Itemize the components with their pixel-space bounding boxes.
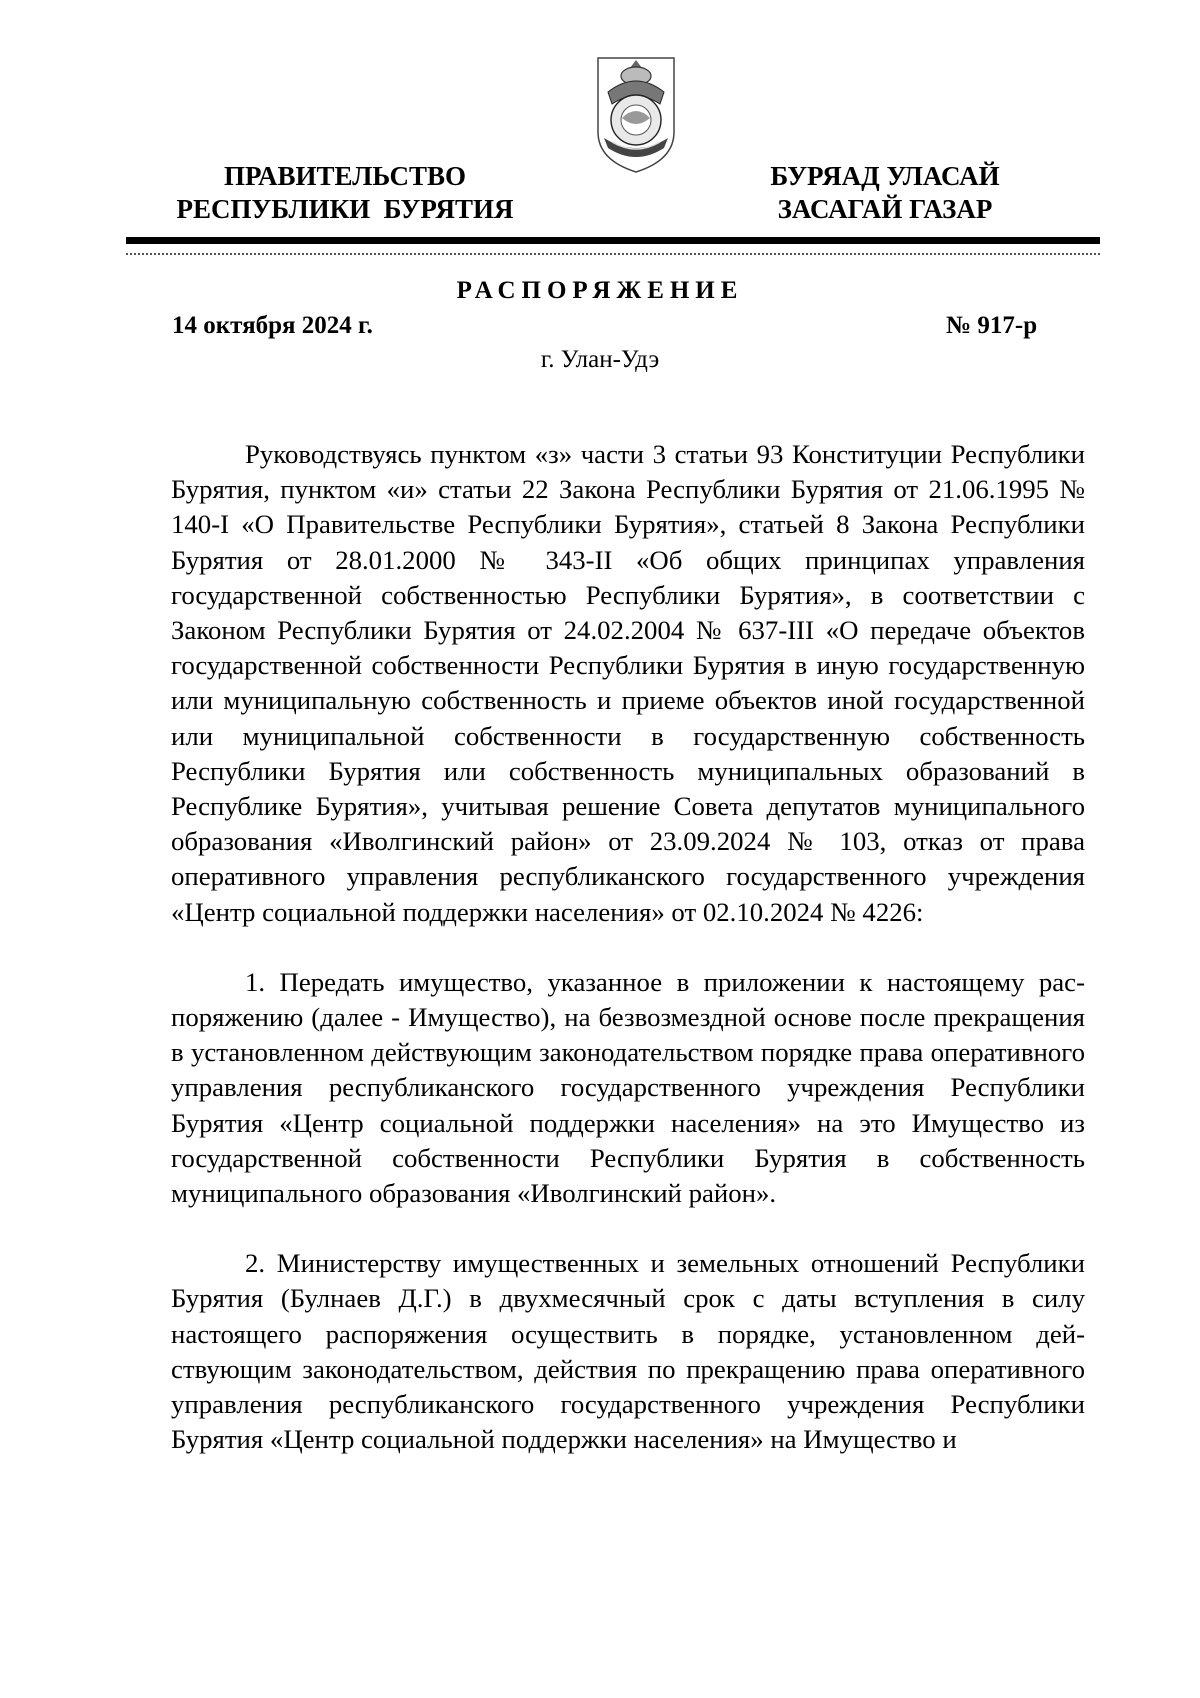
document-body <box>171 437 1085 1457</box>
preamble-paragraph: Руководствуясь пунктом «з» части 3 статьи 93 Конституции Республики Бурятия, пунктом «и» статьи 22 Закона Республики Бурятия от 21.06.1995 № 140-I «О Правительстве Республики Бурятия», статьей 8 Закона Республики Бурятия от 28.01.2000 № 343-II «Об общих принципах управления государственной собственностью Республики Бурятия», в соответствии с Законом Республики Бурятия от 24.02.2004 № 637-III «О передаче объектов государственной собственности Республики Бурятия в иную государственную или муниципальную собственность и приеме объектов иной государственной или муниципальной собственности в государственную собственность Республики Бурятия или собственность муниципальных образований в Республике Бурятия», учитывая решение Совета депутатов муниципального образования «Иволгинский район» от 23.09.2024 № 103, отказ от права оперативного управления республиканского государственного учреждения «Центр социальной поддержки населения» от 02.10.2024 № 4226: <box>171 439 1085 927</box>
document-type-title: РАСПОРЯЖЕНИЕ <box>456 277 744 304</box>
org-name-russian-line1: ПРАВИТЕЛЬСТВО <box>223 161 467 191</box>
header-divider-thin <box>126 253 1100 255</box>
org-name-buryat-line2: ЗАСАГАЙ ГАЗАР <box>777 194 993 224</box>
org-name-russian <box>150 160 540 226</box>
document-date: 14 октября 2024 г. <box>172 312 373 339</box>
org-name-buryat-line1: БУРЯАД УЛАСАЙ <box>770 161 1000 191</box>
coat-of-arms-icon <box>592 54 680 174</box>
clause-2-paragraph: 2. Министерству имущественных и земельных отношений Республики Бурятия (Булнаев Д.Г.) в двухмесячный срок с даты вступления в силу настоящего распоряжения осуществить в порядке, установленном действующим законодательством, действия по прекращению права оперативного управления республиканского государственного учреждения Республики Бурятия «Центр социальной поддержки населения» на Имущество и <box>171 1248 1085 1455</box>
header-divider-thick <box>126 237 1100 244</box>
clause-1-paragraph: 1. Передать имущество, указанное в приложении к настоящему распоряжению (далее - Имущество), на безвозмездной основе после прекращения в установленном действующим законодательством порядке права оперативного управления республиканского государственного учреждения Республики Бурятия «Центр социальной поддержки населения» на это Имущество из государственной собственности Республики Бурятия в собственность муниципального образования «Иволгинский район». <box>171 966 1085 1209</box>
org-name-russian-line2: РЕСПУБЛИКИ БУРЯТИЯ <box>176 194 514 224</box>
document-number: № 917-р <box>946 312 1038 339</box>
org-name-buryat <box>735 160 1035 226</box>
document-place: г. Улан-Удэ <box>540 346 660 373</box>
